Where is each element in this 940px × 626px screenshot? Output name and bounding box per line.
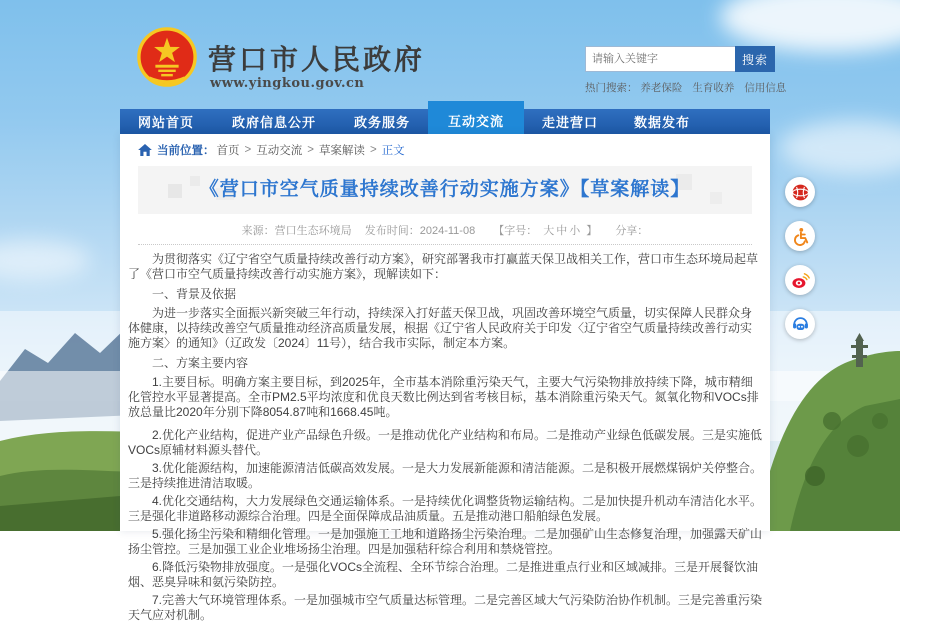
meta-source: 来源：营口生态环境局 [241,225,352,237]
meta-share-label: 分享： [615,225,649,237]
search-box [585,46,775,74]
floating-toolbar [783,177,817,339]
weibo-button[interactable] [785,265,815,295]
breadcrumb-separator: > [244,144,252,156]
hot-search-label: 热门搜索： [585,82,638,94]
breadcrumb-location-label: 当前位置： [157,145,215,157]
breadcrumb-separator: > [307,144,314,156]
meta-divider [138,244,752,245]
article-title-banner [138,166,752,214]
hot-search-row [585,80,793,95]
language-globe-button[interactable] [785,177,815,207]
cloud [780,120,930,175]
nav-item-data[interactable]: 数据发布 [633,115,690,130]
search-input[interactable] [585,46,741,72]
home-icon [138,144,152,156]
article-title: 《营口市空气质量持续改善行动实施方案》【草案解读】 [199,179,691,200]
national-emblem-logo [136,26,198,88]
article-meta [120,222,770,238]
nav-item-gov-info[interactable]: 政府信息公开 [231,115,316,130]
article-paragraph: 3.优化能源结构，加速能源清洁低碳高效发展。一是大力发展新能源和清洁能源。二是积极开展燃煤锅炉关停整合。三是持续推进清洁取暖。 [128,461,763,490]
robot-assistant-icon [791,315,810,334]
main-nav [120,109,770,134]
ai-assistant-button[interactable] [785,309,815,339]
accessibility-button[interactable] [785,221,815,251]
article-paragraph: 为进一步落实全面振兴新突破三年行动，持续深入打好蓝天保卫战，巩固改善环境空气质量，切实保障人民群众身体健康，以持续改善空气质量推动经济高质量发展，根据《辽宁省人民政府关于印发〈辽宁省空气质量持续改善行动实施方案〉的通知》（辽政发〔2024〕11号），结合我市实际，制定本方案。 [128,306,753,350]
nav-item-interaction[interactable]: 互动交流 [428,101,524,134]
article-paragraph: 为贯彻落实《辽宁省空气质量持续改善行动方案》，研究部署我市打赢蓝天保卫战相关工作，营口市生态环境局起草了《营口市空气质量持续改善行动实施方案》，现解读如下： [128,252,759,281]
article-paragraph: 4.优化交通结构，大力发展绿色交通运输体系。一是持续优化调整货物运输结构。二是加快提升机动车清洁化水平。三是强化非道路移动源综合治理。四是全面保障成品油质量。五是推动港口船舶绿色发展。 [128,494,763,523]
article-section-heading: 二、方案主要内容 [152,356,249,370]
article-paragraph: 2.优化产业结构，促进产业产品绿色升级。一是推动优化产业结构和布局。二是推动产业绿色低碳发展。三是实施低VOCs原辅材料源头替代。 [128,428,763,457]
font-size-prefix: 【字号： [493,225,538,237]
breadcrumb-interaction[interactable]: 互动交流 [256,145,303,157]
article-paragraph: 1.主要目标。明确方案主要目标，到2025年，全市基本消除重污染天气，主要大气污染物排放持续下降，城市精细化管控水平显著提高。全市PM2.5平均浓度和优良天数比例达到省考核目标，基本消除重污染天气。氮氧化物和VOCs排放总量比2020年分别下降8054.87吨和1668.45吨。 [128,375,759,419]
hot-search-link[interactable]: 信用信息 [744,82,787,94]
site-title: 营口市人民政府 [208,43,426,76]
article-paragraph: 6.降低污染物排放强度。一是强化VOCs全流程、全环节综合治理。二是推进重点行业和区域减排。三是开展餐饮油烟、恶臭异味和氨污染防控。 [128,560,759,589]
globe-icon [791,183,810,202]
breadcrumb-current: 正文 [381,145,405,157]
nav-item-services[interactable]: 政务服务 [353,115,410,130]
article-body [128,252,762,626]
font-size-large[interactable]: 大 [543,225,555,237]
nav-item-home[interactable]: 网站首页 [137,115,194,130]
nav-item-about[interactable]: 走进营口 [541,115,598,130]
article-paragraph: 5.强化扬尘污染和精细化管理。一是加强施工工地和道路扬尘污染治理。二是加强矿山生态修复治理，加强露天矿山扬尘管控。三是加强工业企业堆场扬尘治理。四是加强秸秆综合利用和禁烧管控。 [128,527,763,556]
breadcrumb-separator: > [369,144,377,156]
weibo-icon [791,271,810,290]
font-size-medium[interactable]: 中 [556,225,568,237]
hot-search-link[interactable]: 生育收养 [692,82,735,94]
accessibility-icon [791,227,810,246]
font-size-suffix: 】 [586,225,598,237]
breadcrumb-draft-interpretation[interactable]: 草案解读 [318,145,365,157]
meta-publish-time: 发布时间：2024-11-08 [364,225,476,237]
site-header [120,18,787,102]
breadcrumb-home[interactable]: 首页 [216,145,240,157]
breadcrumb [138,142,405,158]
article-section-heading: 一、背景及依据 [152,287,237,301]
font-size-small[interactable]: 小 [569,225,581,237]
search-button[interactable]: 搜索 [735,46,775,72]
meta-font-size-control [488,225,602,237]
hot-search-link[interactable]: 养老保险 [640,82,683,94]
content-panel [120,134,770,622]
site-url: www.yingkou.gov.cn [210,76,365,91]
article-paragraph: 7.完善大气环境管理体系。一是加强城市空气质量达标管理。二是完善区域大气污染防治协作机制。三是完善重污染天气应对机制。 [128,593,763,622]
